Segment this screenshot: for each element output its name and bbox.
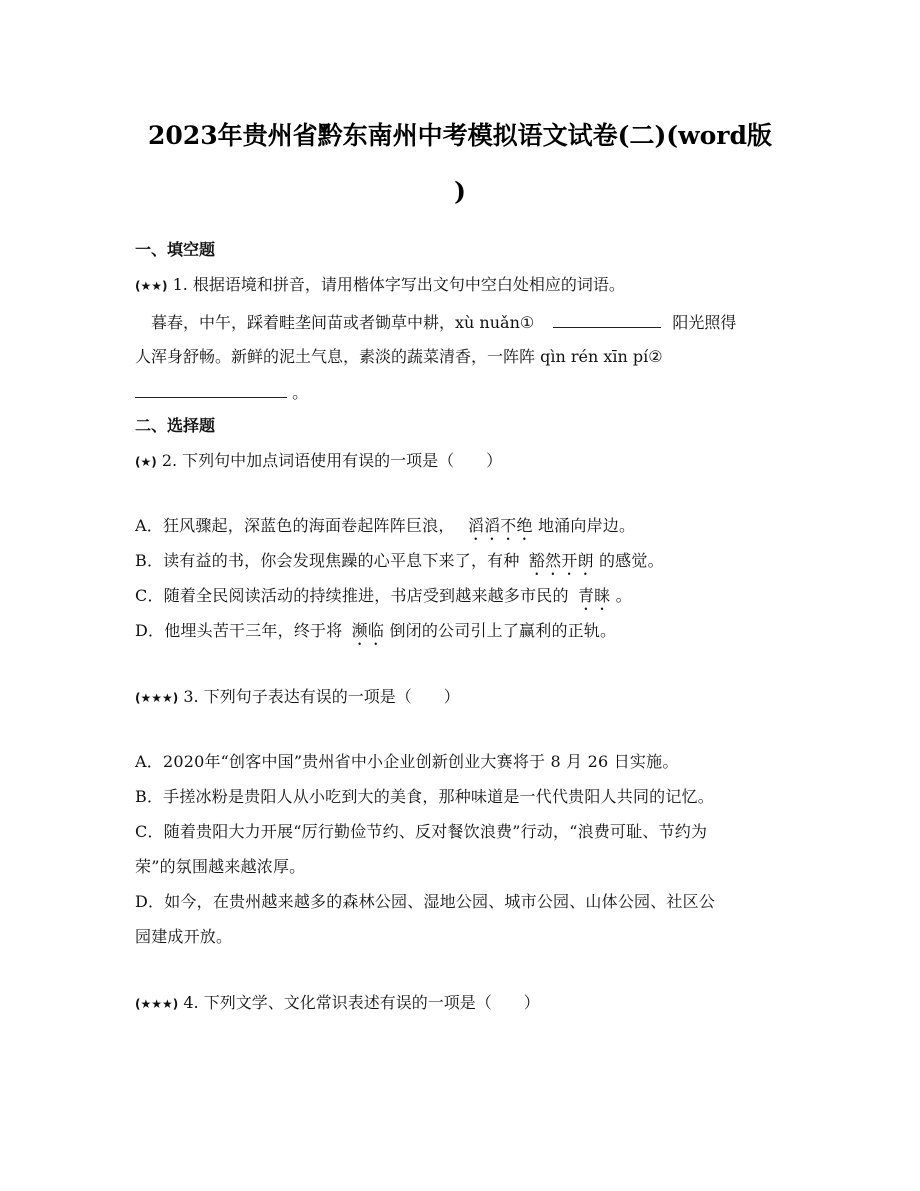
question-1-text: 1. 根据语境和拼音，请用楷体字写出文句中空白处相应的词语。 xyxy=(172,275,625,294)
option-text: 的感觉。 xyxy=(598,551,664,570)
question-2-text: 2. 下列句中加点词语使用有误的一项是（ ） xyxy=(161,451,503,470)
q1-para1-end: 阳光照得 xyxy=(672,313,737,332)
answer-blank-1[interactable] xyxy=(553,311,661,328)
difficulty-stars: (★★★) xyxy=(135,997,179,1011)
question-4 xyxy=(135,992,540,1015)
answer-blank-2[interactable] xyxy=(135,381,287,398)
title-line-1: 2023年贵州省黔东南州中考模拟语文试卷(二)(word版 xyxy=(148,121,772,150)
question-3-text: 3. 下列句子表达有误的一项是（ ） xyxy=(183,687,460,706)
q3-option-a[interactable]: A．2020年“创客中国”贵州省中小企业创新创业大赛将于 8 月 26 日实施。 xyxy=(135,752,679,771)
q3-option-d-line-1[interactable]: D．如今，在贵州越来越多的森林公园、湿地公园、城市公园、山体公园、社区公 xyxy=(135,892,716,911)
title-line-2: ) xyxy=(454,177,466,206)
question-4-text: 4. 下列文学、文化常识表述有误的一项是（ ） xyxy=(183,993,540,1012)
emphasized-word: 濒临 xyxy=(351,621,385,640)
q2-option-c[interactable] xyxy=(135,585,632,614)
question-2 xyxy=(135,450,502,473)
section-heading-fill: 一、填空题 xyxy=(135,240,216,259)
option-text: 倒闭的公司引上了赢利的正轨。 xyxy=(389,621,617,640)
q3-option-b[interactable]: B．手搓冰粉是贵阳人从小吃到大的美食，那种味道是一代代贵阳人共同的记忆。 xyxy=(135,787,714,806)
question-1-paragraph-line-3 xyxy=(135,381,308,404)
question-1-paragraph-line-1 xyxy=(151,311,736,334)
q2-option-b[interactable] xyxy=(135,550,664,579)
option-text: B．读有益的书，你会发现焦躁的心平息下来了，有种 xyxy=(135,551,520,570)
exam-title xyxy=(120,108,800,220)
q2-option-d[interactable] xyxy=(135,620,616,649)
q1-para3-end: 。 xyxy=(292,383,309,402)
section-heading-choice: 二、选择题 xyxy=(135,416,216,435)
q3-option-c-line-1[interactable]: C．随着贵阳大力开展“厉行勤俭节约、反对餐饮浪费”行动，“浪费可耻、节约为 xyxy=(135,822,708,841)
question-1 xyxy=(135,274,625,297)
question-1-paragraph-line-2: 人浑身舒畅。新鲜的泥土气息，素淡的蔬菜清香，一阵阵 qìn rén xīn pí② xyxy=(135,347,663,366)
option-text: 。 xyxy=(615,586,632,605)
question-3 xyxy=(135,686,460,709)
option-text: A．狂风骤起，深蓝色的海面卷起阵阵巨浪， xyxy=(135,516,455,535)
option-text: D．他埋头苦干三年，终于将 xyxy=(135,621,343,640)
option-text: C．随着全民阅读活动的持续推进，书店受到越来越多市民的 xyxy=(135,586,569,605)
emphasized-word: 滔滔不绝 xyxy=(467,516,533,535)
q1-para1-text: 暮春，中午，踩着畦垄间苗或者锄草中耕，xù nuǎn① xyxy=(151,313,535,332)
option-text: 地涌向岸边。 xyxy=(537,516,636,535)
q2-option-a[interactable] xyxy=(135,515,635,544)
emphasized-word: 青睐 xyxy=(577,586,611,605)
difficulty-stars: (★★★) xyxy=(135,691,179,705)
q3-option-c-line-2[interactable]: 荣”的氛围越来越浓厚。 xyxy=(135,857,306,876)
difficulty-stars: (★★) xyxy=(135,279,168,293)
q3-option-d-line-2[interactable]: 园建成开放。 xyxy=(135,927,233,946)
emphasized-word: 豁然开朗 xyxy=(528,551,594,570)
difficulty-stars: (★) xyxy=(135,455,157,469)
